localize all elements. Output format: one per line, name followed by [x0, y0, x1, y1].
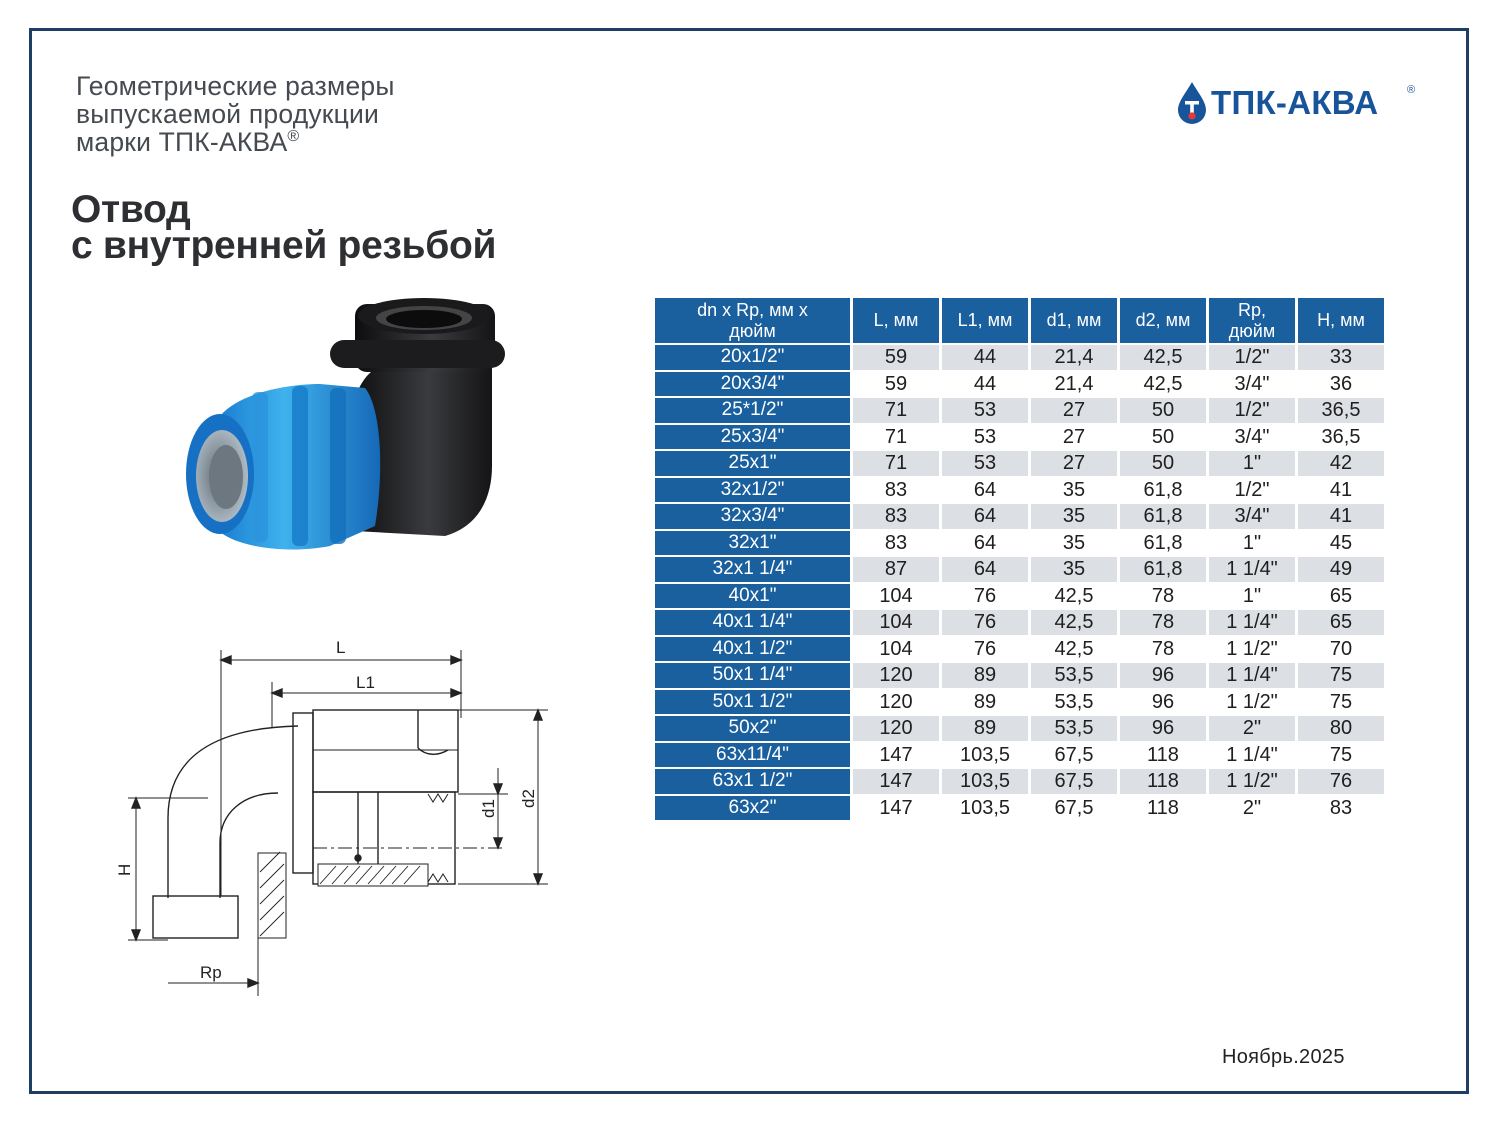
value-cell: 1 1/2" [1209, 637, 1295, 662]
column-header: dn x Rp, мм х дюйм [655, 298, 850, 343]
value-cell: 67,5 [1031, 769, 1117, 794]
table-row [655, 345, 1384, 370]
size-cell: 25x3/4" [655, 425, 850, 450]
value-cell: 89 [942, 716, 1028, 741]
value-cell: 118 [1120, 796, 1206, 821]
table-row [655, 531, 1384, 556]
size-cell: 32x1" [655, 531, 850, 556]
value-cell: 71 [853, 398, 939, 423]
label-d2: d2 [519, 789, 538, 808]
value-cell: 45 [1298, 531, 1384, 556]
value-cell: 61,8 [1120, 557, 1206, 582]
value-cell: 96 [1120, 663, 1206, 688]
table-row [655, 398, 1384, 423]
table-row [655, 663, 1384, 688]
size-cell: 50x2" [655, 716, 850, 741]
value-cell: 118 [1120, 743, 1206, 768]
value-cell: 64 [942, 478, 1028, 503]
table-row [655, 557, 1384, 582]
value-cell: 42,5 [1031, 637, 1117, 662]
value-cell: 147 [853, 796, 939, 821]
value-cell: 1/2" [1209, 398, 1295, 423]
value-cell: 42 [1298, 451, 1384, 476]
table-row [655, 478, 1384, 503]
size-cell: 32x1/2" [655, 478, 850, 503]
value-cell: 67,5 [1031, 796, 1117, 821]
value-cell: 76 [942, 610, 1028, 635]
size-cell: 40x1 1/4" [655, 610, 850, 635]
table-row [655, 451, 1384, 476]
value-cell: 1 1/4" [1209, 557, 1295, 582]
value-cell: 2" [1209, 716, 1295, 741]
table-row [655, 769, 1384, 794]
logo-registered-mark: ® [1407, 84, 1416, 96]
intro-text [76, 72, 546, 156]
page-title [71, 188, 611, 267]
value-cell: 49 [1298, 557, 1384, 582]
size-cell: 40x1" [655, 584, 850, 609]
label-H: H [115, 863, 134, 876]
value-cell: 120 [853, 716, 939, 741]
size-cell: 40x1 1/2" [655, 637, 850, 662]
table-header-row [655, 298, 1384, 343]
size-cell: 20x3/4" [655, 372, 850, 397]
value-cell: 41 [1298, 504, 1384, 529]
value-cell: 53 [942, 398, 1028, 423]
value-cell: 1 1/2" [1209, 690, 1295, 715]
value-cell: 36,5 [1298, 425, 1384, 450]
value-cell: 1 1/2" [1209, 769, 1295, 794]
table-row [655, 372, 1384, 397]
value-cell: 27 [1031, 451, 1117, 476]
value-cell: 1 1/4" [1209, 743, 1295, 768]
value-cell: 120 [853, 663, 939, 688]
value-cell: 67,5 [1031, 743, 1117, 768]
value-cell: 61,8 [1120, 531, 1206, 556]
value-cell: 2" [1209, 796, 1295, 821]
brand-logo [1175, 80, 1425, 126]
value-cell: 147 [853, 769, 939, 794]
intro-line-3: марки ТПК-АКВА® [76, 127, 300, 157]
value-cell: 71 [853, 451, 939, 476]
table-row [655, 425, 1384, 450]
technical-drawing [108, 638, 560, 1000]
value-cell: 42,5 [1120, 345, 1206, 370]
value-cell: 71 [853, 425, 939, 450]
value-cell: 87 [853, 557, 939, 582]
registered-mark: ® [287, 128, 300, 146]
value-cell: 50 [1120, 425, 1206, 450]
label-d1: d1 [479, 799, 498, 818]
value-cell: 76 [942, 584, 1028, 609]
value-cell: 1" [1209, 584, 1295, 609]
value-cell: 75 [1298, 743, 1384, 768]
value-cell: 21,4 [1031, 372, 1117, 397]
product-photo [180, 296, 510, 581]
intro-line-1: Геометрические размеры [76, 71, 395, 101]
value-cell: 70 [1298, 637, 1384, 662]
value-cell: 64 [942, 557, 1028, 582]
value-cell: 27 [1031, 398, 1117, 423]
column-header: H, мм [1298, 298, 1384, 343]
value-cell: 89 [942, 690, 1028, 715]
value-cell: 64 [942, 504, 1028, 529]
value-cell: 103,5 [942, 743, 1028, 768]
value-cell: 27 [1031, 425, 1117, 450]
size-cell: 63x2" [655, 796, 850, 821]
value-cell: 41 [1298, 478, 1384, 503]
value-cell: 36,5 [1298, 398, 1384, 423]
value-cell: 103,5 [942, 796, 1028, 821]
column-header: d2, мм [1120, 298, 1206, 343]
value-cell: 104 [853, 584, 939, 609]
value-cell: 35 [1031, 504, 1117, 529]
value-cell: 1 1/4" [1209, 610, 1295, 635]
water-drop-icon [1175, 80, 1209, 126]
value-cell: 59 [853, 372, 939, 397]
size-cell: 32x3/4" [655, 504, 850, 529]
size-cell: 50x1 1/2" [655, 690, 850, 715]
size-cell: 63x1 1/2" [655, 769, 850, 794]
value-cell: 78 [1120, 637, 1206, 662]
value-cell: 1/2" [1209, 345, 1295, 370]
intro-line-2: выпускаемой продукции [76, 99, 379, 129]
value-cell: 35 [1031, 478, 1117, 503]
value-cell: 103,5 [942, 769, 1028, 794]
value-cell: 3/4" [1209, 425, 1295, 450]
value-cell: 75 [1298, 690, 1384, 715]
size-cell: 32x1 1/4" [655, 557, 850, 582]
value-cell: 36 [1298, 372, 1384, 397]
value-cell: 3/4" [1209, 372, 1295, 397]
value-cell: 53,5 [1031, 716, 1117, 741]
value-cell: 65 [1298, 584, 1384, 609]
column-header: L, мм [853, 298, 939, 343]
table-row [655, 610, 1384, 635]
value-cell: 1 1/4" [1209, 663, 1295, 688]
table-row [655, 743, 1384, 768]
value-cell: 147 [853, 743, 939, 768]
value-cell: 76 [1298, 769, 1384, 794]
label-Rp: Rp [200, 963, 222, 982]
value-cell: 21,4 [1031, 345, 1117, 370]
value-cell: 42,5 [1031, 610, 1117, 635]
label-L1: L1 [356, 673, 375, 692]
value-cell: 42,5 [1031, 584, 1117, 609]
value-cell: 1" [1209, 531, 1295, 556]
value-cell: 50 [1120, 398, 1206, 423]
size-cell: 20x1/2" [655, 345, 850, 370]
title-line-1: Отвод [71, 188, 191, 231]
value-cell: 42,5 [1120, 372, 1206, 397]
column-header: Rp, дюйм [1209, 298, 1295, 343]
value-cell: 3/4" [1209, 504, 1295, 529]
table-row [655, 716, 1384, 741]
size-cell: 25x1" [655, 451, 850, 476]
value-cell: 53,5 [1031, 663, 1117, 688]
value-cell: 1/2" [1209, 478, 1295, 503]
value-cell: 83 [1298, 796, 1384, 821]
value-cell: 65 [1298, 610, 1384, 635]
value-cell: 83 [853, 531, 939, 556]
publication-date: Ноябрь.2025 [1222, 1046, 1345, 1068]
table-row [655, 637, 1384, 662]
table-row [655, 796, 1384, 821]
size-cell: 25*1/2" [655, 398, 850, 423]
value-cell: 96 [1120, 690, 1206, 715]
value-cell: 35 [1031, 557, 1117, 582]
value-cell: 61,8 [1120, 504, 1206, 529]
value-cell: 89 [942, 663, 1028, 688]
label-L: L [336, 638, 346, 657]
value-cell: 78 [1120, 610, 1206, 635]
value-cell: 64 [942, 531, 1028, 556]
value-cell: 53 [942, 451, 1028, 476]
value-cell: 44 [942, 372, 1028, 397]
value-cell: 44 [942, 345, 1028, 370]
title-line-2: с внутренней резьбой [71, 224, 497, 267]
value-cell: 33 [1298, 345, 1384, 370]
value-cell: 53,5 [1031, 690, 1117, 715]
table-row [655, 690, 1384, 715]
value-cell: 83 [853, 504, 939, 529]
value-cell: 104 [853, 610, 939, 635]
value-cell: 53 [942, 425, 1028, 450]
value-cell: 35 [1031, 531, 1117, 556]
column-header: d1, мм [1031, 298, 1117, 343]
value-cell: 1" [1209, 451, 1295, 476]
size-cell: 50x1 1/4" [655, 663, 850, 688]
value-cell: 78 [1120, 584, 1206, 609]
value-cell: 75 [1298, 663, 1384, 688]
value-cell: 104 [853, 637, 939, 662]
value-cell: 120 [853, 690, 939, 715]
value-cell: 118 [1120, 769, 1206, 794]
dimensions-table [652, 296, 1387, 822]
value-cell: 50 [1120, 451, 1206, 476]
value-cell: 83 [853, 478, 939, 503]
value-cell: 61,8 [1120, 478, 1206, 503]
size-cell: 63x11/4" [655, 743, 850, 768]
value-cell: 76 [942, 637, 1028, 662]
table-row [655, 584, 1384, 609]
value-cell: 96 [1120, 716, 1206, 741]
column-header: L1, мм [942, 298, 1028, 343]
value-cell: 59 [853, 345, 939, 370]
logo-text: ТПК-АКВА [1211, 84, 1379, 121]
table-row [655, 504, 1384, 529]
value-cell: 80 [1298, 716, 1384, 741]
